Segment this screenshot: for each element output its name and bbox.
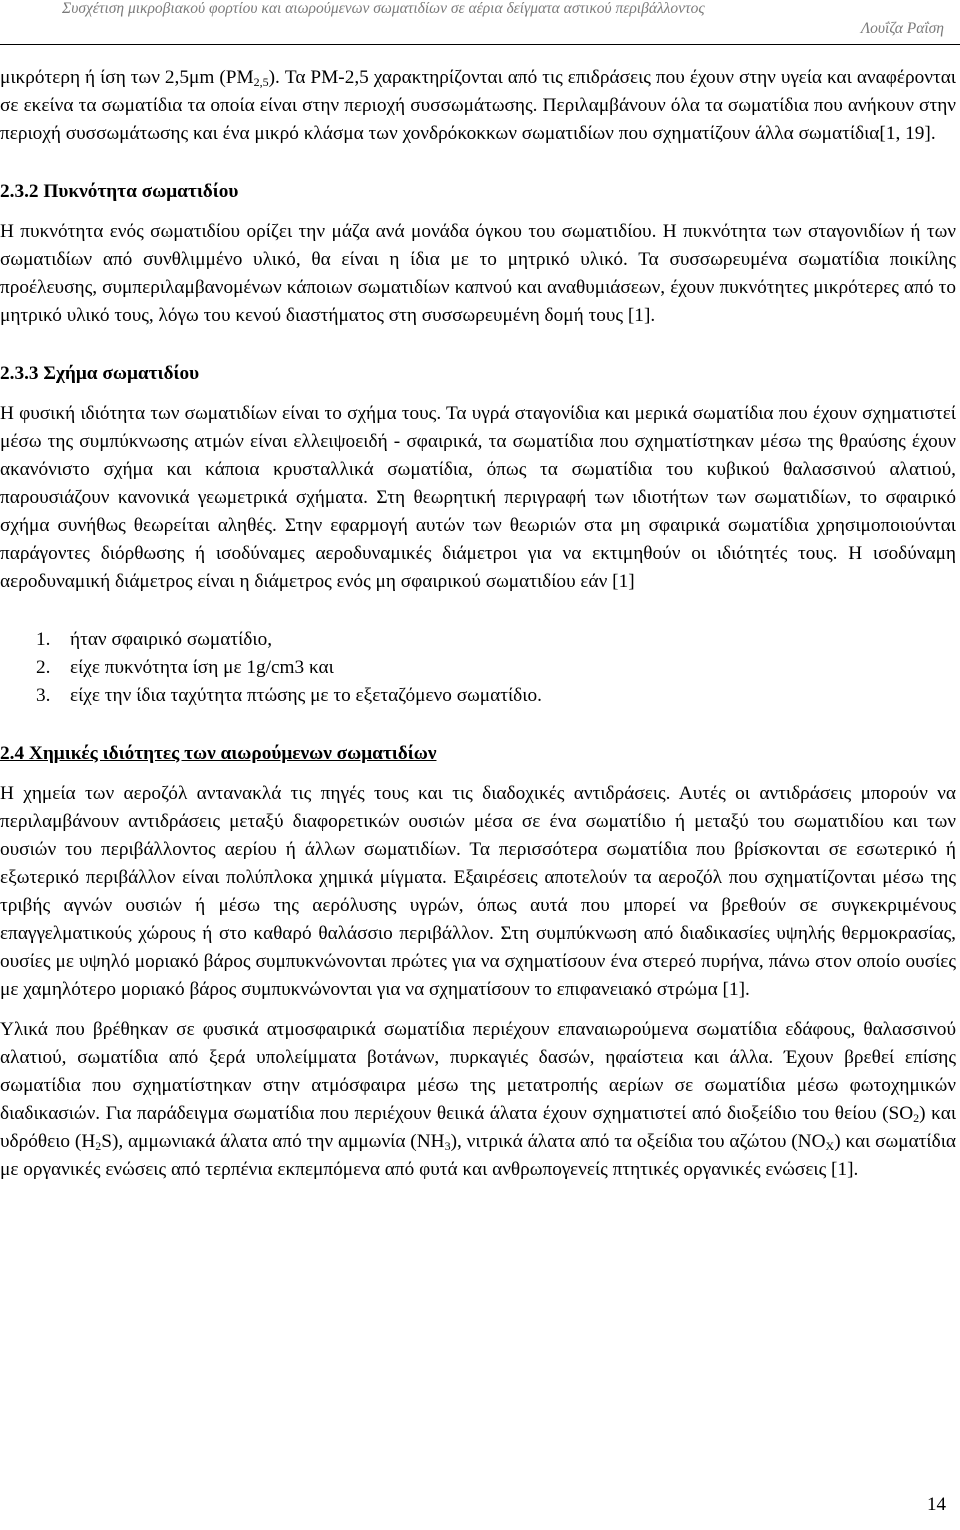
header-author: Λουΐζα Ραΐση [860,20,944,37]
running-header [0,0,960,45]
materials-text-e: ) και σωματίδια με οργανικές ενώσεις από τερπένια εκπεμπόμενα από φυτά και ανθρωπογενείς πτητικές οργανικές ενώσεις [1]. [0,1131,956,1180]
intro-text-rest: ). Τα PM-2,5 χαρακτηρίζονται από τις επιδράσεις που έχουν στην υγεία και αναφέρονται σε εκείνα τα σωματίδια τα οποία είναι στην περιοχή συσσωμάτωσης. Περιλαμβάνουν όλα τα σωματίδια που ανήκουν στην περιοχή συσσωμάτωσης και ένα μικρό κλάσμα των χονδρόκοκκων σωματιδίων που σχηματίζουν άλλα σωματίδια[1, 19]. [0,67,956,144]
list-item [0,654,956,682]
conditions-list [0,626,956,710]
nh3-subscript: 3 [444,1139,451,1153]
intro-paragraph [0,64,956,148]
page-content [0,64,956,1184]
chemistry-paragraph: Η χημεία των αεροζόλ αντανακλά τις πηγές τους και τις διαδοχικές αντιδράσεις. Αυτές οι αντιδράσεις μπορούν να περιλαμβάνουν αντιδράσεις μεταξύ διαφορετικών ουσιών μέσα σε ένα σωματίδιο ή μεταξύ του σωματιδίου και των ουσιών του περιβάλλοντος αερίου ή άλλων σωματιδίων. Τα περισσότερα σωματίδια που βρίσκονται σε εσωτερικό ή εξωτερικό περιβάλλον είναι πολύπλοκα χημικά μίγματα. Εξαιρέσεις αποτελούν τα αεροζόλ που σχηματίζονται μέσω της τριβής αγνών ουσιών ή μέσω της αερόλυσης υγρών, όπως αυτά που μπορεί να βρεθούν σε συγκεκριμένους επαγγελματικούς χώρους ή στο καθαρό θαλάσσιο περιβάλλον. Στη συμπύκνωση από διαδικασίες υψηλής θερμοκρασίας, ουσίες με υψηλό μοριακό βάρος συμπυκνώνονται πρώτες για να σχηματίσουν ένα στερεό πυρήνα, πάνω στον οποίο ουσίες με χαμηλότερο μοριακό βάρος συμπυκνώνονται για να σχηματίσουν το επιφανειακό στρώμα [1]. [0,783,956,1000]
h2s-subscript: 2 [95,1139,102,1153]
materials-text-a: Υλικά που βρέθηκαν σε φυσικά ατμοσφαιρικά σωματίδια περιέχουν επαναιωρούμενα σωματίδια εδάφους, θαλασσινού αλατιού, σωματίδια από ξερά υπολείμματα βοτάνων, πυρκαγιές δασών, ηφαίστεια και άλλα. Έχουν βρεθεί επίσης σωματίδια που σχηματίστηκαν στην ατμόσφαιρα μέσω της μετατροπής αερίων σε σωματίδια μέσω φωτοχημικών διαδικασιών. Για παράδειγμα σωματίδια που περιέχουν θειικά άλατα έχουν σχηματιστεί από διοξείδιο του θείου (SO [0,1019,956,1124]
materials-text-c: S), αμμωνιακά άλατα από την αμμωνία (NH [101,1131,445,1152]
materials-paragraph [0,1016,956,1184]
section-heading-density: 2.3.2 Πυκνότητα σωματιδίου [0,181,239,202]
list-item-text: είχε πυκνότητα ίση με 1g/cm3 και [70,657,334,678]
nox-subscript: X [825,1139,835,1153]
list-item [0,682,956,710]
density-paragraph: Η πυκνότητα ενός σωματιδίου ορίζει την μάζα ανά μονάδα όγκου του σωματιδίου. Η πυκνότητα των σταγονιδίων ή των σωματιδίων από συνθλιμμένο υλικό, θα είναι η ίδια με το μητρικό υλικό. Τα συσσωρευμένα σωματίδια ποικίλης προέλευσης, συμπεριλαμβανομένων κάποιων σωματιδίων καπνού και αναθυμιάσεων, έχουν πυκνότητες μικρότερες από το μητρικό υλικό τους, λόγω του κενού διαστήματος στη συσσωρευμένη δομή τους [1]. [0,221,956,326]
section-heading-chemical: 2.4 Χημικές ιδιότητες των αιωρούμενων σωματιδίων [0,743,437,764]
shape-paragraph: Η φυσική ιδιότητα των σωματιδίων είναι το σχήμα τους. Τα υγρά σταγονίδια και μερικά σωματίδια που έχουν σχηματιστεί μέσω της συμπύκνωσης ατμών είναι ελλειψοειδή - σφαιρικά, τα σωματίδια που σχηματίστηκαν μέσω της θραύσης έχουν ακανόνιστο σχήμα και κάποια κρυσταλλικά σωματίδια, όπως τα σωματίδια του κυβικού θαλασσινού αλατιού, παρουσιάζουν κανονικά γεωμετρικά σχήματα. Στη θεωρητική περιγραφή των ιδιοτήτων των σωματιδίων, το σφαιρικό σχήμα συνήθως θεωρείται αληθές. Στην εφαρμογή αυτών των θεωριών στα μη σφαιρικά σωματίδια χρησιμοποιούνται παράγοντες διόρθωσης ή ισοδύναμες αεροδυναμικές διάμετροι για να εκτιμηθούν οι ιδιότητές τους. Η ισοδύναμη αεροδυναμική διάμετρος είναι η διάμετρος ενός μη σφαιρικού σωματιδίου εάν [1] [0,403,956,592]
header-title: Συσχέτιση μικροβιακού φορτίου και αιωρούμενων σωματιδίων σε αέρια δείγματα αστικού περιβάλλοντος [62,0,705,17]
section-heading-shape: 2.3.3 Σχήμα σωματιδίου [0,363,200,384]
list-item-number: 2. [36,657,51,678]
list-item-text: ήταν σφαιρικό σωματίδιο, [70,629,273,650]
materials-text-d: ), νιτρικά άλατα από τα οξείδια του αζώτου (NO [450,1131,826,1152]
pm-subscript: 2,5 [253,75,269,89]
page-number: 14 [927,1494,946,1515]
materials-text-b: ) και υδρόθειο (H [0,1103,957,1152]
list-item [0,626,956,654]
intro-text-start: μικρότερη ή ίση των 2,5μm (PM [0,67,254,88]
list-item-number: 3. [36,685,51,706]
so2-subscript: 2 [913,1111,920,1125]
list-item-text: είχε την ίδια ταχύτητα πτώσης με το εξεταζόμενο σωματίδιο. [70,685,542,706]
list-item-number: 1. [36,629,51,650]
